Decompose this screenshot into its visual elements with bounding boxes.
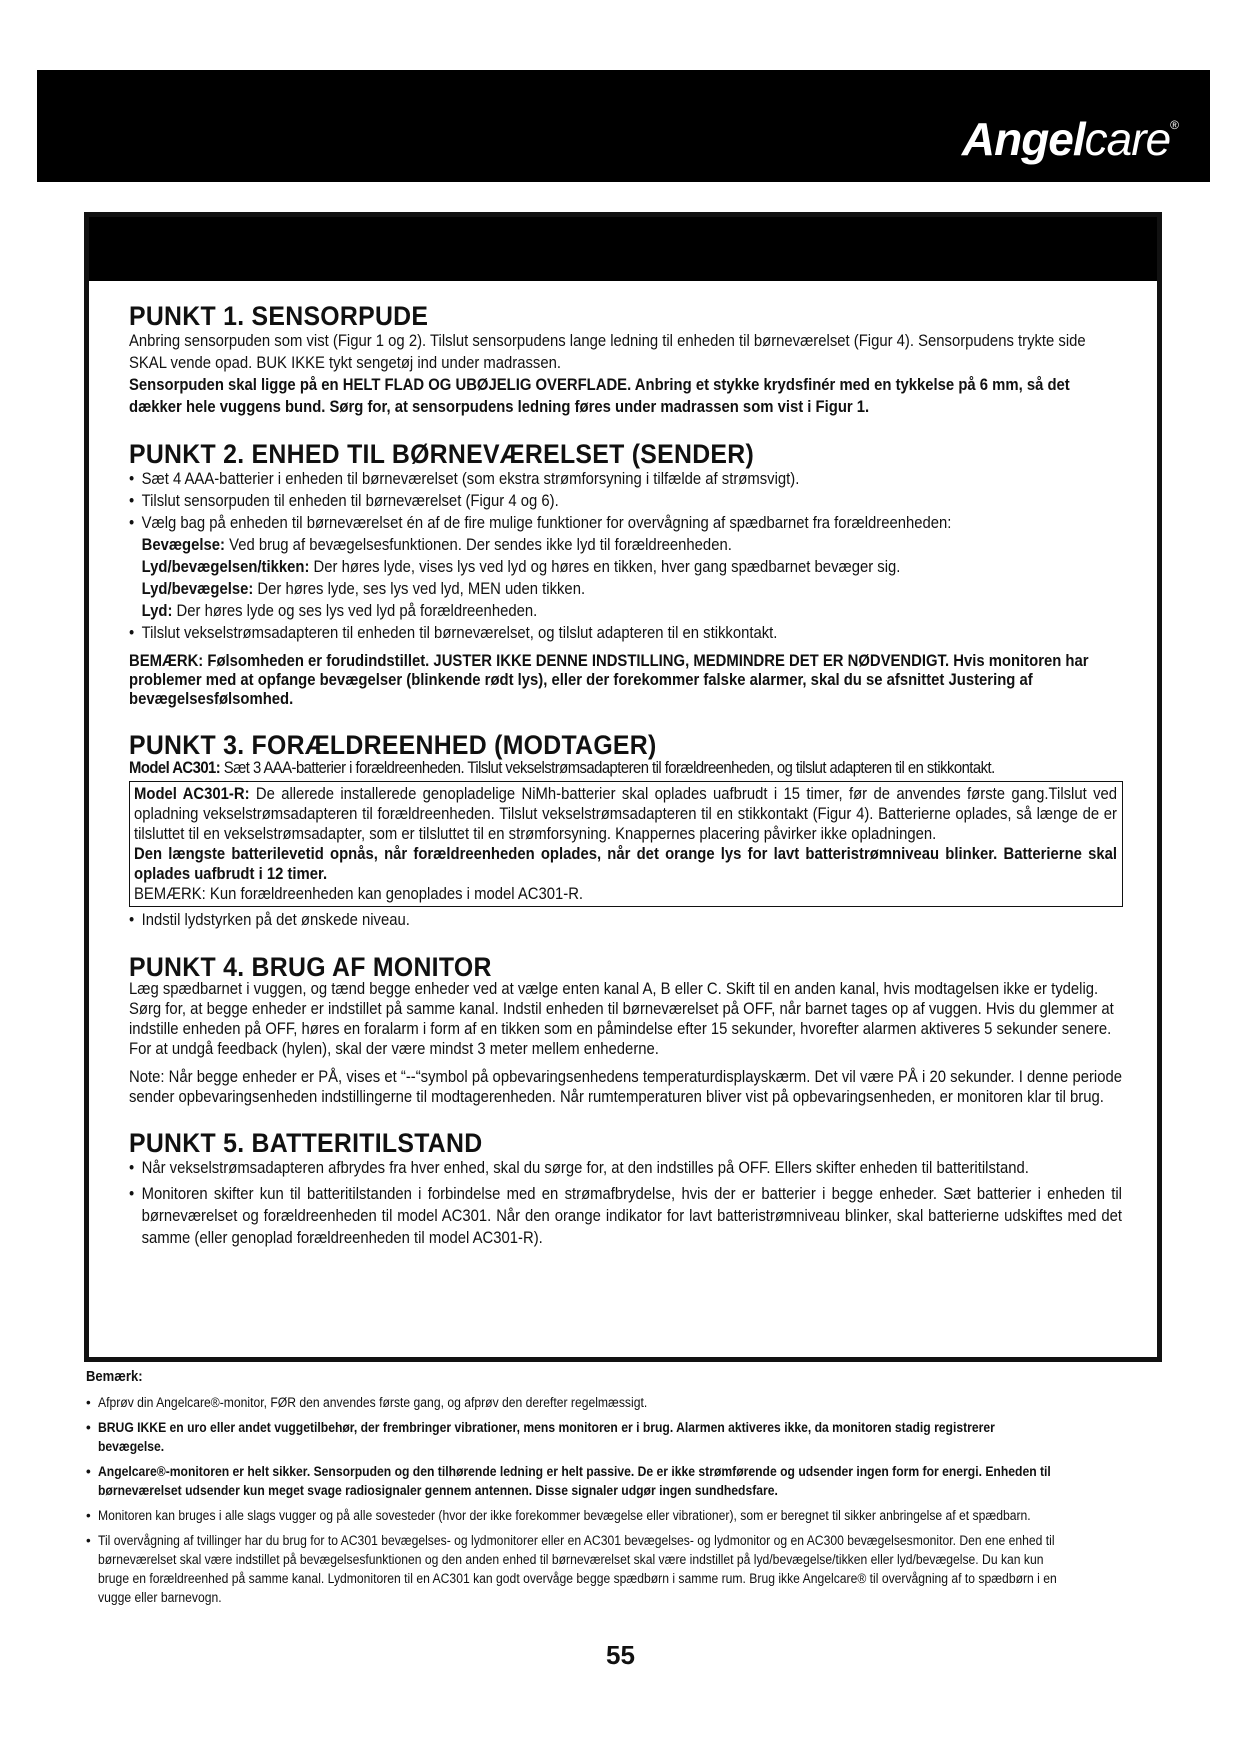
section-3-list	[129, 909, 1122, 931]
mode-sound: Lyd: Der høres lyde og ses lys ved lyd på forældreenheden.	[141, 602, 538, 620]
instructions-box-band	[89, 217, 1157, 281]
section-5-list	[129, 1157, 1122, 1249]
section-4-text: Læg spædbarnet i vuggen, og tænd begge enheder ved at vælge enten kanal A, B eller C. Skift til en anden kanal, hvis modtagelsen ikke er tydelig. Sørg for, at begge enheder er indstillet på samme kanal. Indstil enheden til børneværelset på OFF, når barnet tages op af vuggen. Hvis du glemmer at indstille enheden på OFF, høres en foralarm i form af en tikken som en påmindelse efter 15 sekunder, hvorefter alarmen aktiveres 5 sekunder senere. For at undgå feedback (hylen), skal der være mindst 3 meter mellem enhederne.	[129, 980, 1114, 1058]
section-4-title: PUNKT 4. BRUG AF MONITOR	[129, 952, 492, 982]
model-ac301-r-box	[129, 781, 1123, 907]
model-ac301-r-bold: Den længste batterilevetid opnås, når forældreenheden oplades, når det orange lys for lavt batteristrømniveau blinker. Batterierne skal oplades uafbrudt i 12 timer.	[134, 845, 1118, 883]
list-item: • Tilslut sensorpuden til enheden til børneværelset (Figur 4 og 6).	[129, 492, 559, 510]
note-item: • BRUG IKKE en uro eller andet vuggetilbehør, der frembringer vibrationer, mens monitoren er i brug. Alarmen aktiveres ikke, da monitoren stadig registrerer bevægelse.	[86, 1420, 995, 1454]
section-4-note: Note: Når begge enheder er PÅ, vises et “--“symbol på opbevaringsenhedens temperaturdisplayskærm. Det vil være PÅ i 20 sekunder. I denne periode sender opbevaringsenheden indstillingerne til modtagerenheden. Når rumtemperaturen bliver vist på opbevaringsenheden, er monitoren klar til brug.	[129, 1068, 1122, 1106]
note-item: • Monitoren kan bruges i alle slags vugger og på alle sovesteder (hvor der ikke forekommer bevægelse eller vibrationer), som er beregnet til sikker anbringelse af et spædbarn.	[86, 1508, 1031, 1523]
list-item: • Monitoren skifter kun til batteritilstanden i forbindelse med en strømafbrydelse, hvis der er batterier i begge enheder. Sæt batterier i enheden til børneværelset og forældreenheden til model AC301. Når den orange indikator for lavt batteristrømniveau blinker, skal batterierne udskiftes med det samme (eller genoplad forældreenheden til model AC301-R).	[129, 1185, 1122, 1247]
model-ac301-r-note: BEMÆRK: Kun forældreenheden kan genoplades i model AC301-R.	[134, 885, 584, 903]
angelcare-logo: Angelcare®	[961, 113, 1178, 165]
list-item: • Vælg bag på enheden til børneværelset én af de fire mulige funktioner for overvågning af spædbarnet fra forældreenheden:	[129, 514, 952, 532]
header-bar	[37, 70, 1210, 182]
list-item: • Indstil lydstyrken på det ønskede niveau.	[129, 911, 410, 929]
list-item: • Sæt 4 AAA-batterier i enheden til børneværelset (som ekstra strømforsyning i tilfælde af strømsvigt).	[129, 470, 800, 488]
list-item: • Når vekselstrømsadapteren afbrydes fra hver enhed, skal du sørge for, at den indstilles på OFF. Ellers skifter enheden til batteritilstand.	[129, 1159, 1029, 1177]
section-1-warning: Sensorpuden skal ligge på en HELT FLAD OG UBØJELIG OVERFLADE. Anbring et stykke krydsfinér med en tykkelse på 6 mm, så det dækker hele vuggens bund. Sørg for, at sensorpudens ledning føres under madrassen som vist i Figur 1.	[129, 376, 1070, 416]
mode-motion: Bevægelse: Ved brug af bevægelsesfunktionen. Der sendes ikke lyd til forældreenheden.	[141, 536, 732, 554]
section-3-title: PUNKT 3. FORÆLDREENHED (MODTAGER)	[129, 730, 657, 760]
notes-title: Bemærk:	[86, 1369, 143, 1385]
list-item: • Tilslut vekselstrømsadapteren til enheden til børneværelset, og tilslut adapteren til en stikkontakt.	[129, 624, 778, 642]
section-1-text: Anbring sensorpuden som vist (Figur 1 og 2). Tilslut sensorpudens lange ledning til enheden til børneværelset (Figur 4). Sensorpudens trykte side SKAL vende opad. BUK IKKE tykt sengetøj ind under madrassen.	[129, 332, 1086, 372]
note-item: • Afprøv din Angelcare®-monitor, FØR den anvendes første gang, og afprøv den derefter regelmæssigt.	[86, 1395, 648, 1410]
section-2-list	[129, 468, 1122, 644]
page-number: 55	[606, 1640, 635, 1670]
notes-section	[86, 1368, 1166, 1607]
note-item: • Angelcare®-monitoren er helt sikker. Sensorpuden og den tilhørende ledning er helt passive. De er ikke strømførende og udsender ingen form for energi. Enheden til børneværelset udsender kun meget svage radiosignaler gennem antennen. Disse signaler udgør ingen sundhedsfare.	[86, 1464, 1051, 1498]
section-5-title: PUNKT 5. BATTERITILSTAND	[129, 1128, 483, 1158]
instructions-content	[129, 300, 1123, 1249]
model-ac301: Model AC301: Sæt 3 AAA-batterier i forældreenheden. Tilslut vekselstrømsadapteren til forældreenheden, og tilslut adapteren til en stikkontakt.	[129, 759, 995, 777]
mode-sound-motion: Lyd/bevægelse: Der høres lyde, ses lys ved lyd, MEN uden tikken.	[141, 580, 586, 598]
mode-sound-motion-tick: Lyd/bevægelsen/tikken: Der høres lyde, vises lys ved lyd og høres en tikken, hver gang spædbarnet bevæger sig.	[141, 558, 901, 576]
section-1-title: PUNKT 1. SENSORPUDE	[129, 301, 429, 331]
section-2-title: PUNKT 2. ENHED TIL BØRNEVÆRELSET (SENDER)	[129, 439, 755, 469]
model-ac301-r: Model AC301-R: De allerede installerede genopladelige NiMh-batterier skal oplades uafbrudt i 15 timer, før de anvendes første gang.Tilslut ved opladning vekselstrømsadapteren til forældreenheden. Tilslut vekselstrømsadapteren til en stikkontakt (Figur 4). Batterierne oplades, så længe de er tilsluttet til en vekselstrømsadapter, som er tilsluttet til en strømforsyning. Knappernes placering påvirker ikke opladningen.	[134, 785, 1118, 843]
note-item: • Til overvågning af tvillinger har du brug for to AC301 bevægelses- og lydmonitorer eller en AC301 bevægelses- og lydmonitor og en AC300 bevægelsesmonitor. Den ene enhed til børneværelset skal være indstillet på bevægelsesfunktionen og den anden enhed til børneværelset skal være indstillet på lyd/bevægelse/tikken eller lyd/bevægelse. Du kan kun bruge en forældreenhed på samme kanal. Lydmonitoren til en AC301 kan godt overvåge begge spædbørn i samme rum. Brug ikke Angelcare® til overvågning af to spædbørn i en vugge eller barnevogn.	[86, 1533, 1057, 1605]
section-2-note: BEMÆRK: Følsomheden er forudindstillet. JUSTER IKKE DENNE INDSTILLING, MEDMINDRE DET ER NØDVENDIGT. Hvis monitoren har problemer med at opfange bevægelser (blinkende rødt lys), eller der forekommer falske alarmer, skal du se afsnittet Justering af bevægelsesfølsomhed.	[129, 652, 1089, 708]
